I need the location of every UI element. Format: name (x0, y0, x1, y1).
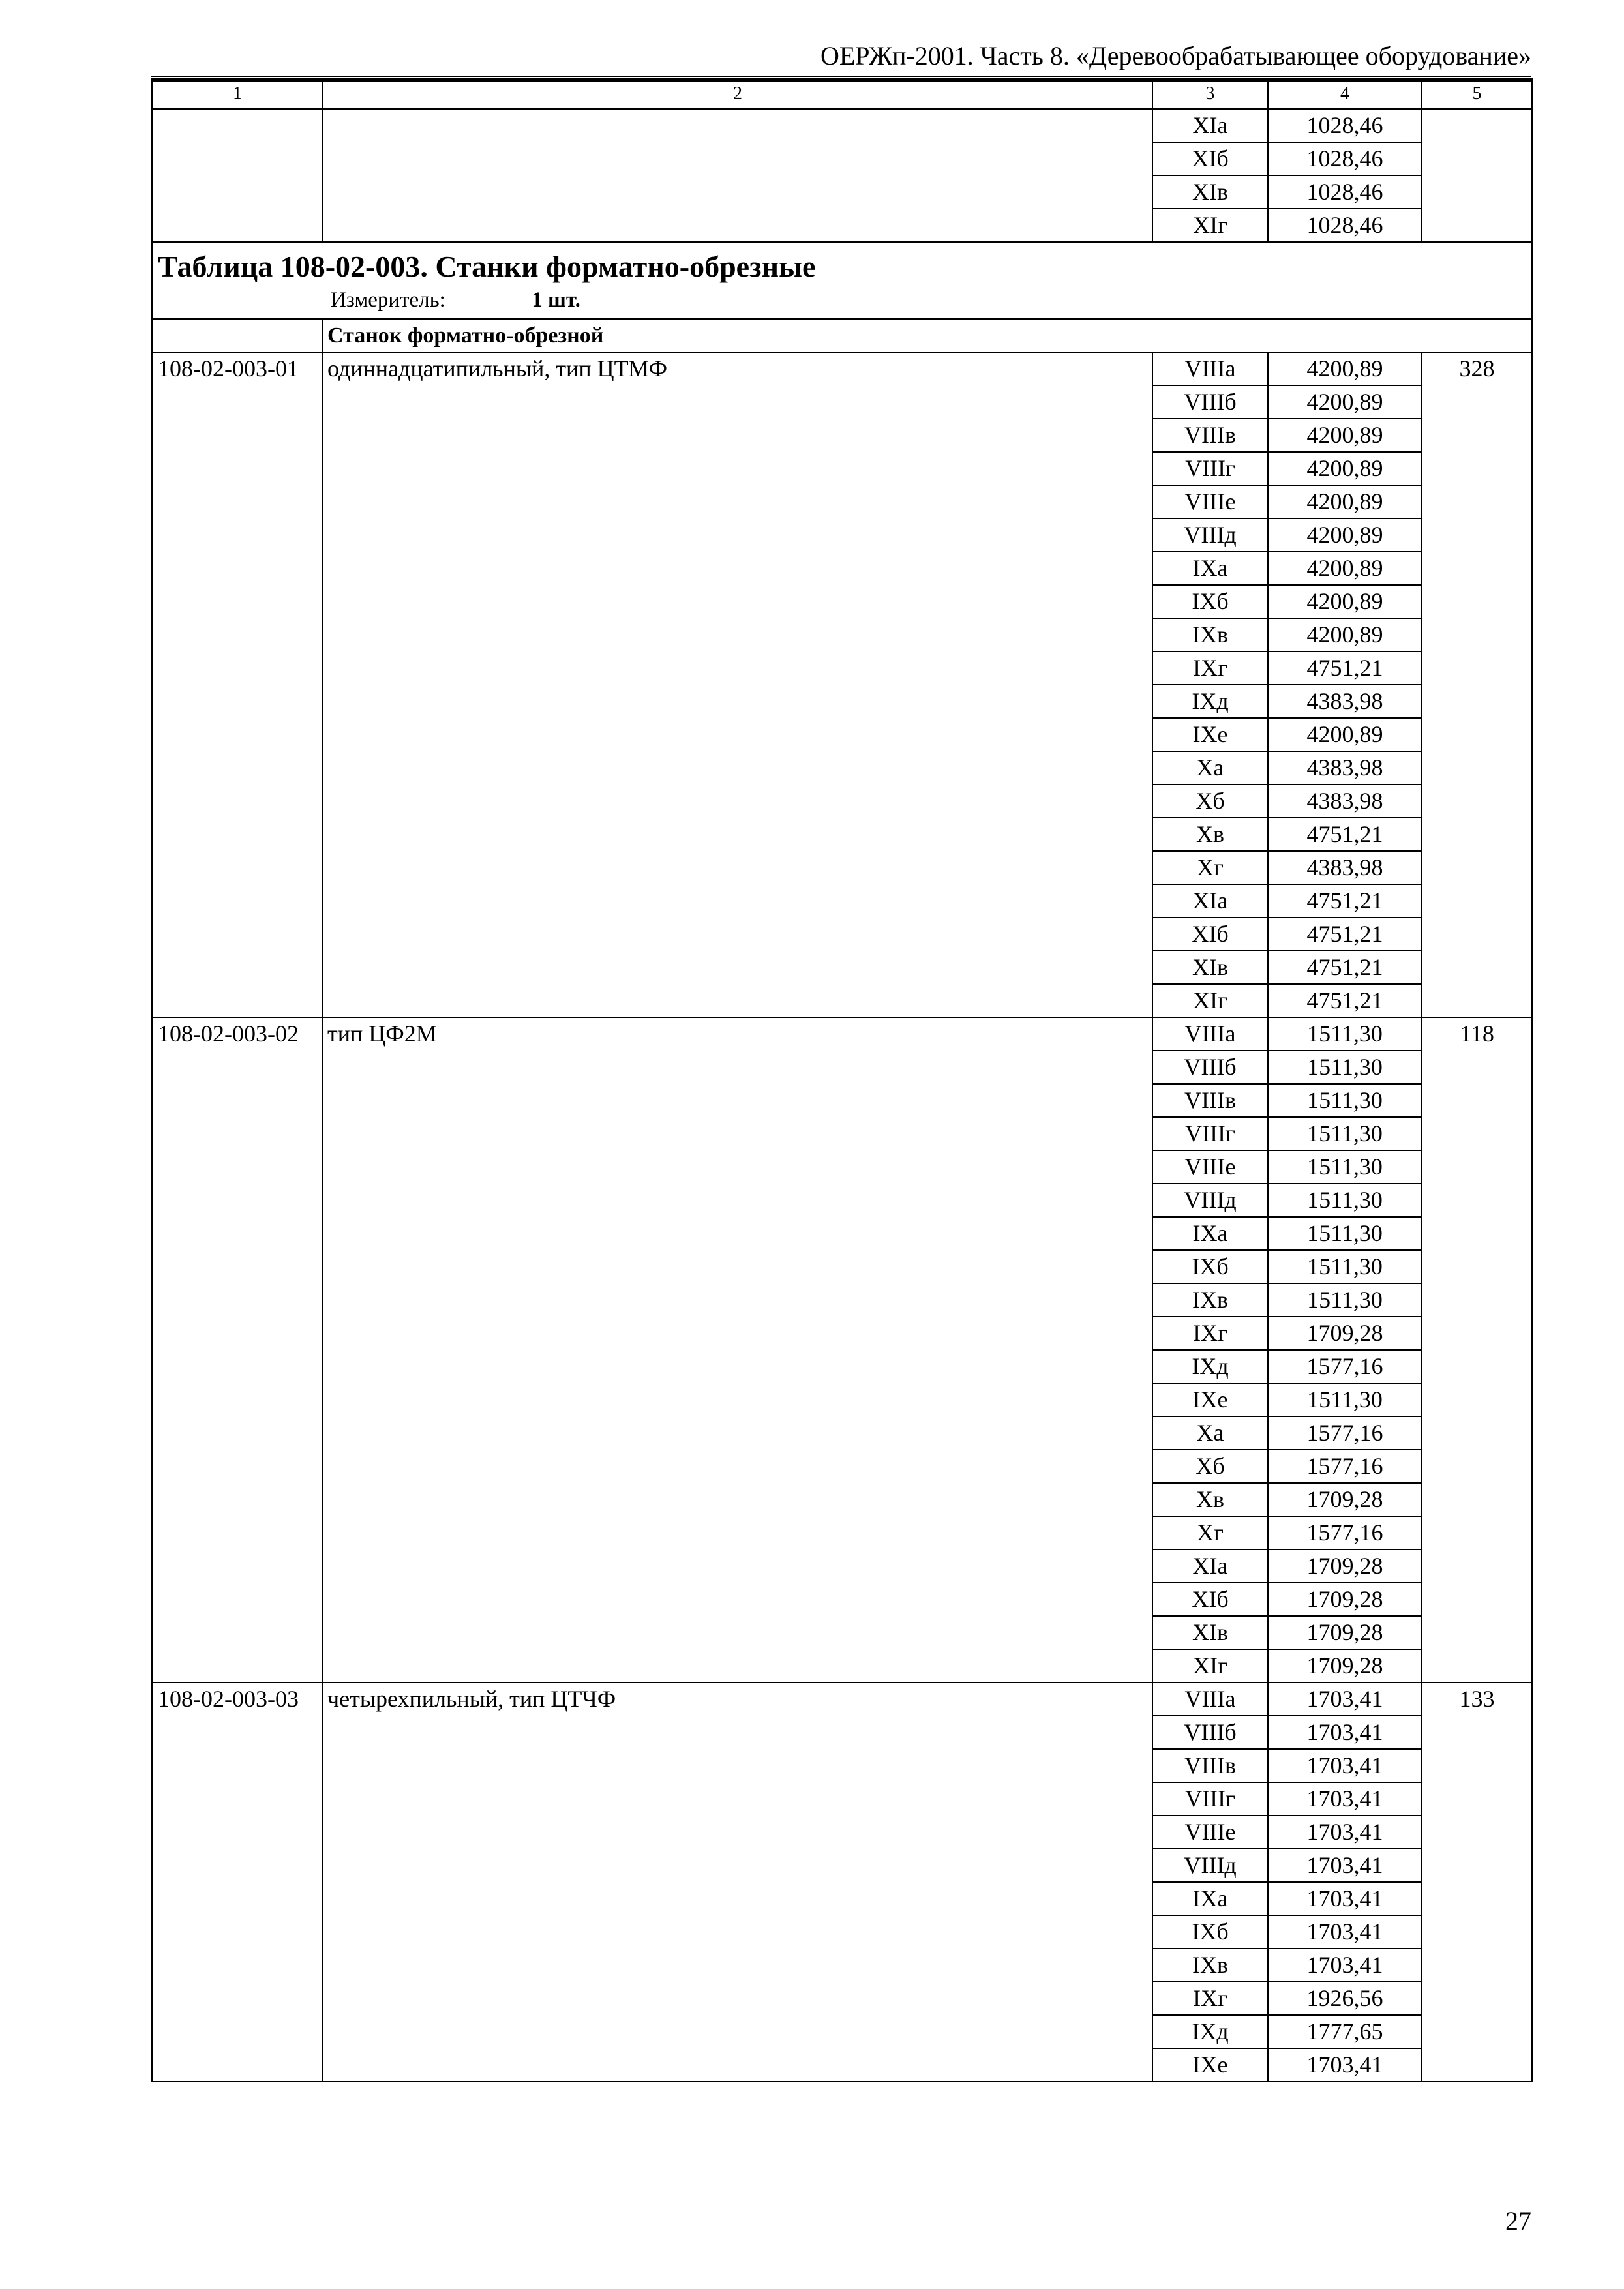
class-cell: Xг (1152, 851, 1268, 884)
class-cell: XIг (1152, 984, 1268, 1017)
class-cell: VIIIд (1152, 1849, 1268, 1882)
class-cell: Xб (1152, 1450, 1268, 1483)
price-cell: 1577,16 (1268, 1416, 1422, 1450)
code-cell: 108-02-003-02 (152, 1017, 323, 1683)
table-row (152, 1017, 1532, 1051)
class-cell: XIб (1152, 1583, 1268, 1616)
price-cell: 1511,30 (1268, 1184, 1422, 1217)
class-cell: VIIIб (1152, 385, 1268, 419)
price-cell: 1577,16 (1268, 1450, 1422, 1483)
price-cell: 4751,21 (1268, 951, 1422, 984)
continuation-row (152, 109, 1532, 142)
price-cell: 1511,30 (1268, 1383, 1422, 1416)
class-cell: IXб (1152, 585, 1268, 618)
class-cell: XIг (1152, 1649, 1268, 1683)
class-cell: IXe (1152, 718, 1268, 751)
price-cell: 1511,30 (1268, 1017, 1422, 1051)
class-cell: IXa (1152, 552, 1268, 585)
class-cell: IXб (1152, 1915, 1268, 1949)
price-cell: 4200,89 (1268, 618, 1422, 651)
column-number: 2 (323, 79, 1152, 109)
class-cell: IXд (1152, 1350, 1268, 1383)
class-cell: IXa (1152, 1882, 1268, 1915)
class-cell: IXв (1152, 618, 1268, 651)
table-heading (152, 242, 1532, 319)
page-number: 27 (1505, 2206, 1531, 2236)
class-cell: IXв (1152, 1949, 1268, 1982)
price-cell: 1028,46 (1268, 209, 1422, 242)
class-cell: VIIIб (1152, 1051, 1268, 1084)
class-cell: VIIIe (1152, 485, 1268, 518)
class-cell: XIб (1152, 142, 1268, 175)
measure-label: Измеритель: (331, 288, 445, 312)
class-cell: VIIIг (1152, 1117, 1268, 1150)
table-title: Таблица 108-02-003. Станки форматно-обрезные (158, 250, 816, 283)
subheading-empty-cell (152, 319, 323, 352)
price-cell: 4383,98 (1268, 685, 1422, 718)
code-cell: 108-02-003-03 (152, 1683, 323, 2082)
price-cell: 1709,28 (1268, 1649, 1422, 1683)
price-cell: 1703,41 (1268, 1915, 1422, 1949)
class-cell: Xг (1152, 1516, 1268, 1549)
price-cell: 4200,89 (1268, 552, 1422, 585)
class-cell: VIIIa (1152, 352, 1268, 385)
price-cell: 1703,41 (1268, 1716, 1422, 1749)
name-cell (323, 109, 1152, 242)
price-cell: 4200,89 (1268, 352, 1422, 385)
class-cell: XIa (1152, 884, 1268, 918)
running-header-text: ОЕРЖп-2001. Часть 8. «Деревообрабатывающее оборудование» (820, 41, 1531, 70)
class-cell: VIIIд (1152, 1184, 1268, 1217)
price-cell: 4200,89 (1268, 452, 1422, 485)
price-cell: 1709,28 (1268, 1583, 1422, 1616)
class-cell: Xa (1152, 751, 1268, 785)
price-cell: 4200,89 (1268, 485, 1422, 518)
code-cell (152, 109, 323, 242)
class-cell: XIг (1152, 209, 1268, 242)
class-cell: VIIIд (1152, 518, 1268, 552)
price-cell: 1709,28 (1268, 1317, 1422, 1350)
price-cell: 1511,30 (1268, 1217, 1422, 1250)
price-cell: 1703,41 (1268, 1816, 1422, 1849)
hours-cell: 328 (1422, 352, 1532, 1017)
subheading-row (152, 319, 1532, 352)
price-cell: 4751,21 (1268, 884, 1422, 918)
column-number-row (152, 79, 1532, 109)
class-cell: XIa (1152, 109, 1268, 142)
class-cell: VIIIв (1152, 419, 1268, 452)
price-cell: 1703,41 (1268, 1683, 1422, 1716)
price-cell: 4200,89 (1268, 419, 1422, 452)
measure-value: 1 шт. (532, 288, 580, 312)
class-cell: XIв (1152, 951, 1268, 984)
price-cell: 4383,98 (1268, 851, 1422, 884)
class-cell: IXe (1152, 1383, 1268, 1416)
column-number: 1 (152, 79, 323, 109)
price-cell: 1028,46 (1268, 175, 1422, 209)
price-cell: 4200,89 (1268, 518, 1422, 552)
class-cell: IXв (1152, 1283, 1268, 1317)
price-cell: 1511,30 (1268, 1084, 1422, 1117)
class-cell: IXa (1152, 1217, 1268, 1250)
table-row (152, 1683, 1532, 1716)
price-cell: 1777,65 (1268, 2015, 1422, 2048)
code-cell: 108-02-003-01 (152, 352, 323, 1017)
price-cell: 1511,30 (1268, 1117, 1422, 1150)
price-cell: 1703,41 (1268, 1849, 1422, 1882)
class-cell: VIIIe (1152, 1150, 1268, 1184)
hours-cell: 133 (1422, 1683, 1532, 2082)
column-number: 4 (1268, 79, 1422, 109)
class-cell: VIIIв (1152, 1749, 1268, 1782)
price-cell: 1028,46 (1268, 109, 1422, 142)
table-heading-row (152, 242, 1532, 319)
measure-line (158, 287, 1526, 313)
column-number: 5 (1422, 79, 1532, 109)
class-cell: IXг (1152, 651, 1268, 685)
class-cell: Xв (1152, 818, 1268, 851)
price-cell: 1511,30 (1268, 1051, 1422, 1084)
price-cell: 1926,56 (1268, 1982, 1422, 2015)
price-cell: 1511,30 (1268, 1150, 1422, 1184)
class-cell: IXг (1152, 1317, 1268, 1350)
class-cell: IXe (1152, 2048, 1268, 2082)
class-cell: XIa (1152, 1549, 1268, 1583)
price-cell: 1703,41 (1268, 1749, 1422, 1782)
price-cell: 4200,89 (1268, 385, 1422, 419)
price-table (151, 78, 1533, 2082)
class-cell: VIIIг (1152, 1782, 1268, 1816)
name-cell: одиннадцатипильный, тип ЦТМФ (323, 352, 1152, 1017)
class-cell: VIIIв (1152, 1084, 1268, 1117)
class-cell: XIв (1152, 1616, 1268, 1649)
price-cell: 1709,28 (1268, 1616, 1422, 1649)
name-cell: тип ЦФ2М (323, 1017, 1152, 1683)
running-header (151, 39, 1531, 82)
price-cell: 4383,98 (1268, 751, 1422, 785)
price-cell: 1709,28 (1268, 1483, 1422, 1516)
price-cell: 1511,30 (1268, 1283, 1422, 1317)
price-cell: 4751,21 (1268, 818, 1422, 851)
price-cell: 1511,30 (1268, 1250, 1422, 1283)
class-cell: VIIIб (1152, 1716, 1268, 1749)
price-cell: 1577,16 (1268, 1350, 1422, 1383)
price-cell: 1709,28 (1268, 1549, 1422, 1583)
header-rule (151, 76, 1531, 77)
price-cell: 1028,46 (1268, 142, 1422, 175)
class-cell: VIIIг (1152, 452, 1268, 485)
price-cell: 4751,21 (1268, 651, 1422, 685)
class-cell: XIв (1152, 175, 1268, 209)
price-cell: 1703,41 (1268, 1882, 1422, 1915)
price-cell: 1703,41 (1268, 2048, 1422, 2082)
price-cell: 1703,41 (1268, 1782, 1422, 1816)
subheading: Станок форматно-обрезной (323, 319, 1532, 352)
column-number: 3 (1152, 79, 1268, 109)
class-cell: VIIIa (1152, 1017, 1268, 1051)
class-cell: IXд (1152, 685, 1268, 718)
table-row (152, 352, 1532, 385)
name-cell: четырехпильный, тип ЦТЧФ (323, 1683, 1152, 2082)
price-table-body (152, 79, 1532, 2082)
hours-cell: 118 (1422, 1017, 1532, 1683)
class-cell: Xб (1152, 785, 1268, 818)
hours-cell (1422, 109, 1532, 242)
price-cell: 4751,21 (1268, 984, 1422, 1017)
price-cell: 4200,89 (1268, 585, 1422, 618)
class-cell: IXг (1152, 1982, 1268, 2015)
price-cell: 4751,21 (1268, 918, 1422, 951)
class-cell: VIIIe (1152, 1816, 1268, 1849)
price-cell: 1577,16 (1268, 1516, 1422, 1549)
class-cell: Xa (1152, 1416, 1268, 1450)
class-cell: XIб (1152, 918, 1268, 951)
class-cell: IXд (1152, 2015, 1268, 2048)
price-cell: 4383,98 (1268, 785, 1422, 818)
class-cell: Xв (1152, 1483, 1268, 1516)
class-cell: VIIIa (1152, 1683, 1268, 1716)
price-cell: 1703,41 (1268, 1949, 1422, 1982)
class-cell: IXб (1152, 1250, 1268, 1283)
price-cell: 4200,89 (1268, 718, 1422, 751)
